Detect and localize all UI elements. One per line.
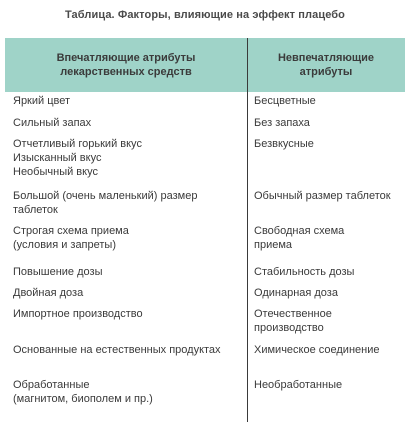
cell-unimpressive: Стабильность дозы bbox=[254, 266, 355, 278]
header-impressive-attributes bbox=[5, 38, 247, 92]
cell-impressive: Строгая схема приема (условия и запреты) bbox=[13, 225, 129, 251]
table-header bbox=[5, 38, 405, 92]
cell-unimpressive: Химическое соединение bbox=[254, 344, 380, 356]
table-row bbox=[5, 265, 405, 279]
header-left-label: Впечатляющие атрибуты лекарственных средств bbox=[56, 52, 196, 78]
cell-unimpressive: Обычный размер таблеток bbox=[254, 190, 391, 202]
cell-unimpressive: Безвкусные bbox=[254, 138, 314, 150]
cell-unimpressive: Без запаха bbox=[254, 117, 310, 129]
cell-impressive: Основанные на естественных продуктах bbox=[13, 344, 221, 356]
cell-unimpressive: Свободная схема приема bbox=[254, 225, 345, 251]
table-row bbox=[5, 94, 405, 108]
cell-impressive: Импортное производство bbox=[13, 308, 143, 320]
table-row bbox=[5, 116, 405, 130]
cell-impressive: Отчетливый горький вкус Изысканный вкус Необычный вкус bbox=[13, 138, 142, 178]
cell-impressive: Обработанные (магнитом, биополем и пр.) bbox=[13, 379, 153, 405]
cell-unimpressive: Одинарная доза bbox=[254, 287, 338, 299]
table-row bbox=[5, 189, 405, 217]
cell-impressive: Яркий цвет bbox=[13, 95, 71, 107]
table-row bbox=[5, 224, 405, 252]
cell-impressive: Большой (очень маленький) размер таблеток bbox=[13, 190, 198, 216]
table-row bbox=[5, 286, 405, 300]
cell-unimpressive: Отечественное производство bbox=[254, 308, 332, 334]
cell-unimpressive: Бесцветные bbox=[254, 95, 316, 107]
cell-unimpressive: Необработанные bbox=[254, 379, 343, 391]
cell-impressive: Двойная доза bbox=[13, 287, 84, 299]
cell-impressive: Повышение дозы bbox=[13, 266, 103, 278]
header-right-label: Невпечатляющие атрибуты bbox=[277, 52, 375, 78]
table-row bbox=[5, 307, 405, 335]
table-caption: Таблица. Факторы, влияющие на эффект плацебо bbox=[64, 9, 346, 21]
header-unimpressive-attributes bbox=[247, 38, 405, 92]
cell-impressive: Сильный запах bbox=[13, 117, 92, 129]
table-row bbox=[5, 137, 405, 179]
table-row bbox=[5, 343, 405, 357]
table-row bbox=[5, 378, 405, 406]
